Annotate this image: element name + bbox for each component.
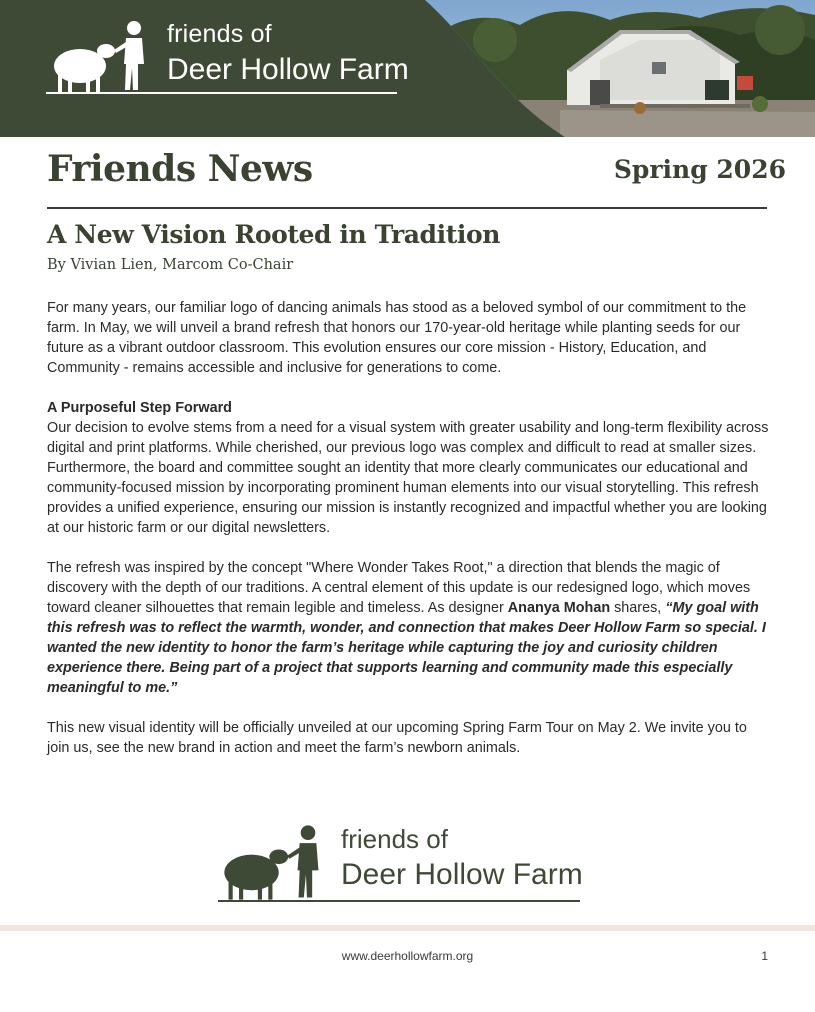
footer-logo-friends-of: friends of: [341, 824, 448, 854]
page-number: 1: [761, 949, 768, 963]
footer-band: [0, 925, 815, 931]
header-banner: [0, 0, 815, 137]
article-byline: By Vivian Lien, Marcom Co-Chair: [47, 257, 294, 273]
footer-logo[interactable]: [216, 820, 586, 906]
logo-farm-name: Deer Hollow Farm: [167, 53, 409, 86]
paragraph-2: [47, 398, 772, 538]
header-logo[interactable]: [46, 16, 409, 100]
sheep-and-child-silhouette-icon: [46, 16, 156, 96]
paragraph-3-shares: shares,: [610, 600, 662, 616]
paragraph-2-text: Our decision to evolve stems from a need for a visual system with greater usability and long-term flexibility across digital and print platforms. While cherished, our previous logo was complex and difficult to read at smaller sizes. Furthermore, the board and committee sought an identity that more clearly communicates our educational and community-focused mission by incorporating prominent human elements into our visual storytelling. This refresh provides a unified experience, ensuring our mission is instantly recognized and impactful whether you are looking at our historic farm or our digital newsletters.: [47, 420, 769, 536]
footer-logo-underline: [218, 900, 580, 902]
paragraph-1: For many years, our familiar logo of dancing animals has stood as a beloved symbol of our commitment to the farm. In May, we will unveil a brand refresh that honors our 170-year-old heritage while planting seeds for our future as a vibrant outdoor classroom. This evolution ensures our core mission - History, Education, and Community - remains accessible and inclusive for generations to come.: [47, 300, 747, 376]
designer-quote: “My goal with this refresh was to reflect the warmth, wonder, and connection that makes Deer Hollow Farm so special. I wanted the new identity to honor the farm’s heritage while capturing the joy and curiosity children experience there. Being part of a project that supports learning and community made this especially meaningful to me.”: [47, 600, 766, 696]
logo-friends-of: friends of: [167, 20, 272, 48]
masthead-divider: [47, 207, 767, 209]
issue-label: Spring 2026: [613, 155, 786, 184]
designer-name: Ananya Mohan: [507, 600, 611, 616]
paragraph-4: This new visual identity will be officially unveiled at our upcoming Spring Farm Tour on May 2. We invite you to join us, see the new brand in action and meet the farm’s newborn animals.: [47, 720, 747, 756]
footer-logo-farm-name: Deer Hollow Farm: [341, 858, 583, 891]
logo-underline: [46, 92, 397, 94]
subheading: A Purposeful Step Forward: [47, 400, 232, 416]
newsletter-title: Friends News: [47, 148, 313, 190]
paragraph-3: [47, 558, 772, 698]
footer-website-link[interactable]: www.deerhollowfarm.org: [341, 949, 474, 963]
sheep-and-child-silhouette-icon: [216, 820, 331, 904]
article-body: [47, 298, 772, 778]
paragraph-3-intro: The refresh was inspired by the concept "Where Wonder Takes Root," a direction that blends the magic of discovery with the depth of our traditions. A central element of this update is our redesigned logo, which moves toward cleaner silhouettes that remain legible and timeless. As designer: [47, 560, 751, 616]
article-title: A New Vision Rooted in Tradition: [47, 220, 501, 249]
